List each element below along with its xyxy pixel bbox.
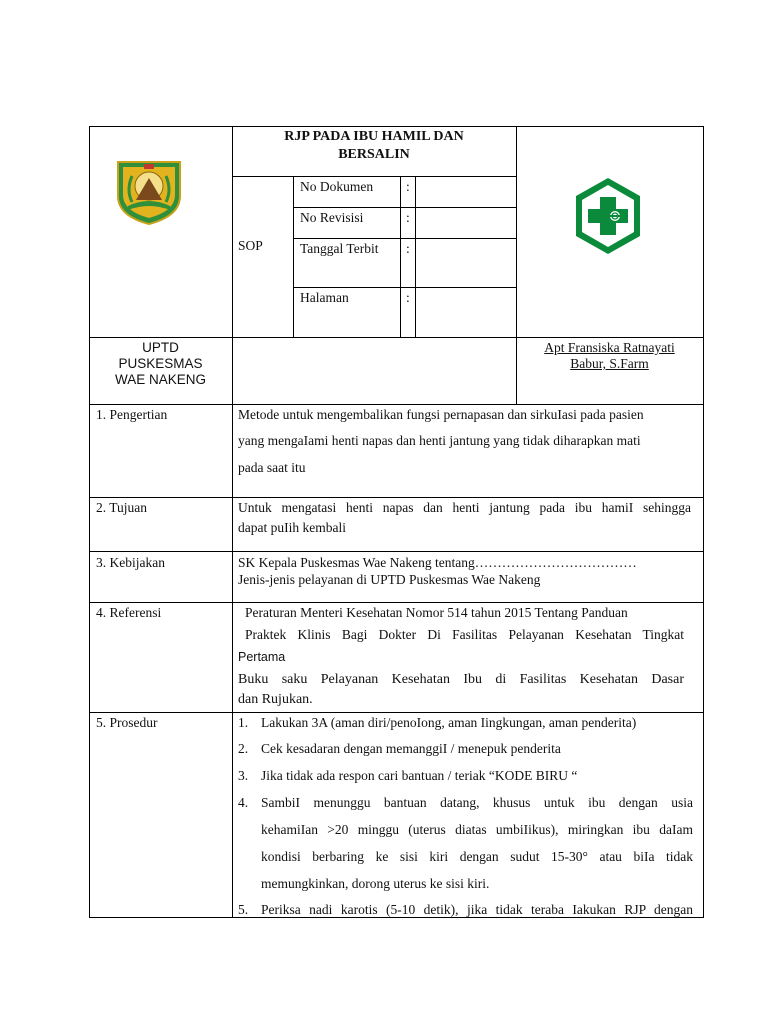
org-line-3: WAE NAKENG (114, 372, 206, 388)
prosedur-step-text: Cek kesadaran dengan memanggiI / menepuk penderita (261, 741, 561, 756)
tujuan-line-2: dapat puIih kembali (238, 520, 346, 535)
pengertian-line-2: yang mengaIami henti napas dan henti jantung yang tidak diharapkan mati (238, 433, 641, 448)
referensi-line-3: Pertama (238, 650, 286, 664)
prosedur-step-text: memungkinkan, dorong uterus ke sisi kiri. (261, 876, 490, 891)
section-label-tujuan: 2. Tujuan (96, 500, 148, 515)
pengertian-line-1: Metode untuk mengembalikan fungsi pernapasan dan sirkuIasi pada pasien (238, 407, 644, 422)
signer-line-1: Apt Fransiska Ratnayati (544, 340, 675, 355)
referensi-line-1: Peraturan Menteri Kesehatan Nomor 514 tahun 2015 Tentang Panduan (245, 605, 628, 620)
prosedur-step-number: 1. (238, 715, 249, 730)
puskesmas-logo (572, 175, 644, 257)
field-label-no-dokumen: No Dokumen (300, 179, 374, 194)
organization-name (89, 340, 232, 389)
document-title (232, 128, 516, 164)
prosedur-step-number: 2. (238, 741, 249, 756)
prosedur-step-text: Lakukan 3A (aman diri/penoIong, aman Iingkungan, aman penderita) (261, 715, 637, 730)
signer-name (516, 340, 703, 372)
prosedur-step-number: 5. (238, 902, 249, 917)
prosedur-step-text: Jika tidak ada respon cari bantuan / teriak “KODE BIRU “ (261, 768, 578, 783)
org-line-2: PUSKESMAS (118, 356, 203, 372)
prosedur-step-text: kondisi berbaring ke sisi kiri dengan sudut 15-30° atau biIa tidak (261, 849, 693, 864)
prosedur-step-text: kehamiIan >20 minggu (uterus diatas umbiIikus), miringkan ibu daIam (261, 822, 693, 837)
field-label-no-revisi: No Revisisi (300, 210, 364, 225)
prosedur-step-text: SambiI menunggu bantuan datang, khusus untuk ibu dengan usia (261, 795, 693, 810)
title-line-1: RJP PADA IBU HAMIL DAN (284, 129, 464, 144)
org-line-1: UPTD (142, 340, 179, 355)
field-label-halaman: Halaman (300, 290, 349, 305)
sop-label: SOP (238, 238, 263, 253)
regional-emblem-logo (114, 156, 184, 226)
field-colon: : (406, 179, 410, 194)
referensi-line-4: Buku saku Pelayanan Kesehatan Ibu di Fasilitas Kesehatan Dasar (238, 672, 684, 687)
section-label-prosedur: 5. Prosedur (96, 715, 158, 730)
tujuan-line-1: Untuk mengatasi henti napas dan henti jantung pada ibu hamiI sehingga (238, 500, 691, 515)
signer-line-2: Babur, S.Farm (570, 356, 649, 372)
field-colon: : (406, 210, 410, 225)
section-label-referensi: 4. Referensi (96, 605, 162, 620)
prosedur-step-number: 3. (238, 768, 249, 783)
prosedur-step-number: 4. (238, 795, 249, 810)
prosedur-step-text: Periksa nadi karotis (5-10 detik), jika tidak teraba Iakukan RJP dengan (261, 902, 693, 917)
kebijakan-line-1: SK Kepala Puskesmas Wae Nakeng tentang……………………………… (238, 555, 637, 570)
field-colon: : (406, 290, 410, 305)
kebijakan-line-2: Jenis-jenis pelayanan di UPTD Puskesmas Wae Nakeng (238, 572, 541, 587)
field-label-tanggal-terbit: Tanggal Terbit (300, 241, 379, 256)
pengertian-line-3: pada saat itu (238, 460, 306, 475)
section-label-pengertian: 1. Pengertian (96, 407, 168, 422)
section-label-kebijakan: 3. Kebijakan (96, 555, 165, 570)
referensi-line-2: Praktek Klinis Bagi Dokter Di Fasilitas Pelayanan Kesehatan Tingkat (245, 627, 684, 642)
title-line-2: BERSALIN (338, 147, 410, 163)
field-colon: : (406, 241, 410, 256)
referensi-line-5: dan Rujukan. (238, 692, 313, 707)
